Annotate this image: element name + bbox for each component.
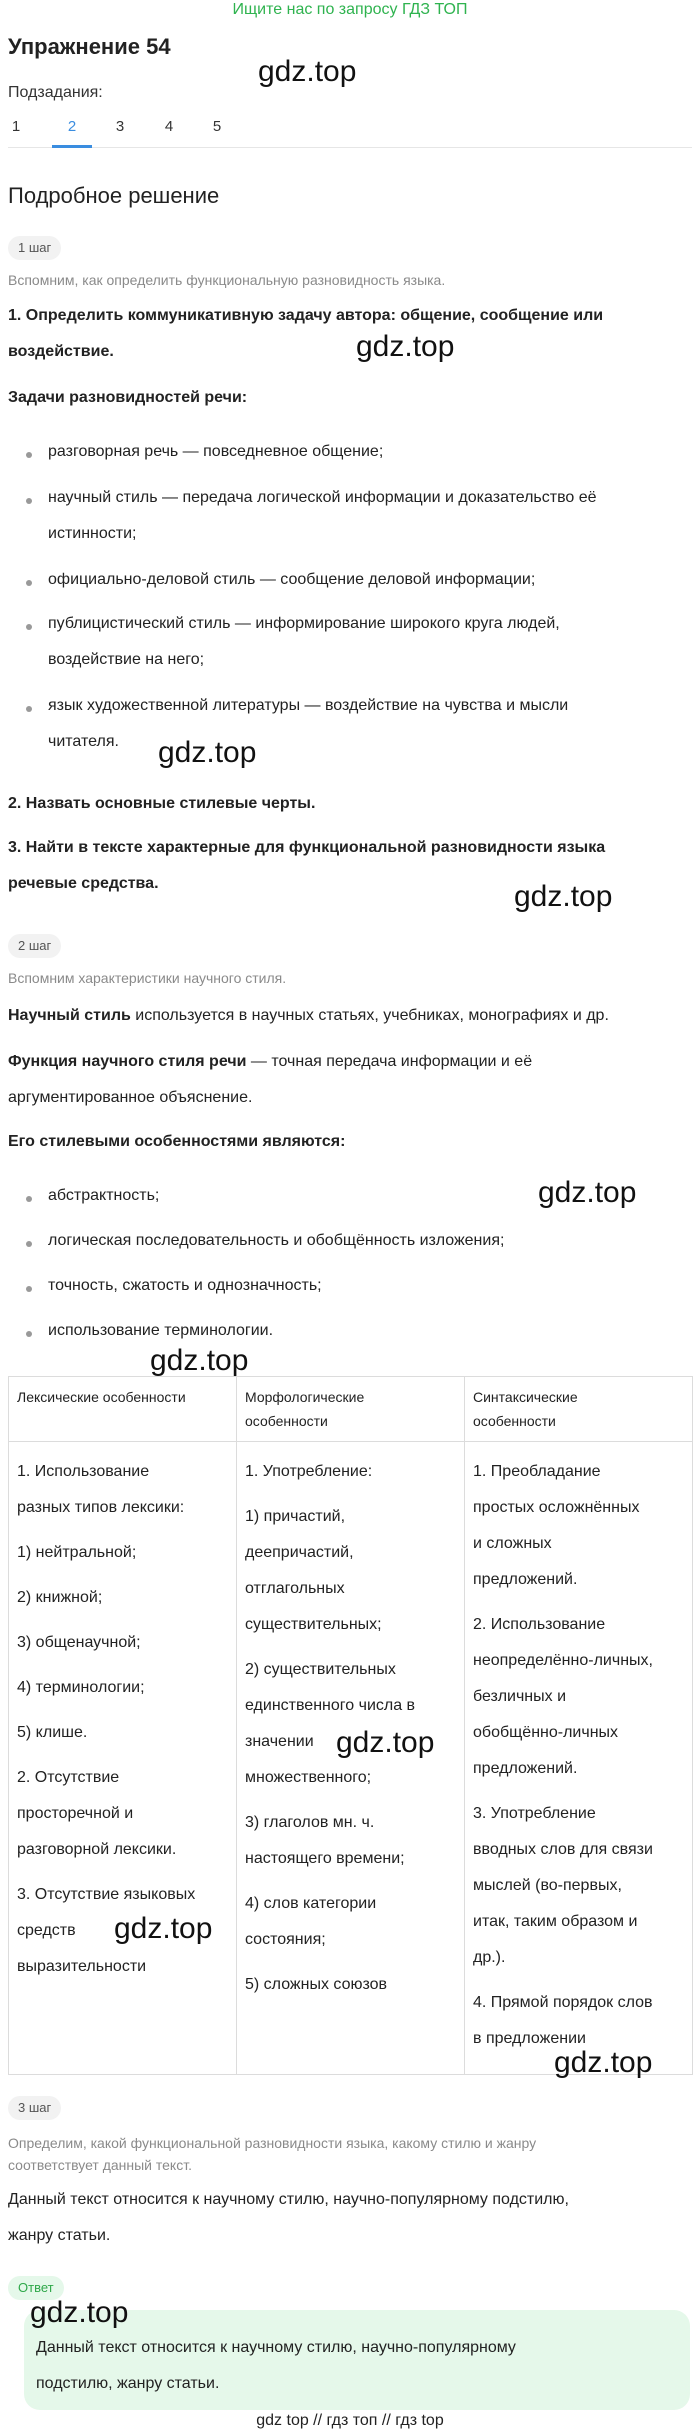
tab-subtask-1[interactable]: 1 xyxy=(11,118,21,135)
step-1-point-1-line-1: 1. Определить коммуникативную задачу автора: общение, сообщение или xyxy=(8,307,604,324)
step-1-badge: 1 шаг xyxy=(8,236,61,260)
watermark: gdz.top xyxy=(258,55,357,88)
step-3-text: Данный текст относится к научному стилю, научно-популярному подстилю, жанру статьи. xyxy=(8,2191,569,2244)
watermark: gdz.top xyxy=(150,1344,249,1377)
task-item-1: разговорная речь — повседневное общение; xyxy=(48,443,384,460)
feature-item-2: логическая последовательность и обобщённость изложения; xyxy=(48,1232,505,1249)
bullet-icon xyxy=(26,1286,32,1292)
tab-subtask-5[interactable]: 5 xyxy=(212,118,222,135)
table-header-row xyxy=(9,1377,693,1442)
step-1-point-1-line-2: воздействие. xyxy=(8,343,114,360)
table-cell-lexical: 1. Использование разных типов лексики: 1) нейтральной; 2) книжной; 3) общенаучной; 4) терминологии; 5) клише. 2. Отсутствие просторечной и разговорной лексики. 3. Отсутствие языковых средств выразительности xyxy=(9,1442,237,2075)
subtasks-label: Подзадания: xyxy=(8,84,103,101)
step-1-point-1 xyxy=(8,298,688,370)
task-item-2: научный стиль — передача логической информации и доказательство её истинности; xyxy=(48,489,597,542)
watermark: gdz.top xyxy=(356,330,455,363)
footer-links: gdz top // гдз топ // гдз top xyxy=(256,2412,444,2429)
tab-subtask-2[interactable]: 2 xyxy=(52,116,92,148)
scientific-style-definition: Научный стиль используется в научных статьях, учебниках, монографиях и др. xyxy=(8,1007,609,1024)
table-cell-syntactic: 1. Преобладание простых осложнённых и сложных предложений. 2. Использование неопределённо-личных, безличных и обобщённо-личных предложений. 3. Употребление вводных слов для связи мыслей (во-первых, итак, таким образом и др.). 4. Прямой порядок слов в предложении xyxy=(465,1442,693,2075)
bullet-icon xyxy=(26,498,32,504)
bullet-icon xyxy=(26,624,32,630)
subtask-tabs xyxy=(8,112,692,148)
watermark: gdz.top xyxy=(554,2046,653,2079)
feature-item-3: точность, сжатость и однозначность; xyxy=(48,1277,322,1294)
step-1-note: Вспомним, как определить функциональную разновидность языка. xyxy=(8,272,446,288)
tasks-heading: Задачи разновидностей речи: xyxy=(8,389,248,406)
watermark: gdz.top xyxy=(114,1912,213,1945)
promo-banner[interactable]: Ищите нас по запросу ГДЗ ТОП xyxy=(232,1,468,18)
footer-link-1[interactable]: gdz top xyxy=(256,2412,309,2429)
features-heading: Его стилевыми особенностями являются: xyxy=(8,1133,346,1150)
watermark: gdz.top xyxy=(538,1176,637,1209)
watermark: gdz.top xyxy=(336,1726,435,1759)
watermark: gdz.top xyxy=(30,2296,129,2329)
step-2-note: Вспомним характеристики научного стиля. xyxy=(8,970,287,986)
bullet-icon xyxy=(26,580,32,586)
scientific-style-function: Функция научного стиля речи — точная передача информации и её аргументированное объяснение. xyxy=(8,1053,533,1106)
answer-text: Данный текст относится к научному стилю, научно-популярному подстилю, жанру статьи. xyxy=(36,2339,516,2392)
watermark: gdz.top xyxy=(514,880,613,913)
step-2-badge: 2 шаг xyxy=(8,934,61,958)
table-header-lexical: Лексические особенности xyxy=(9,1377,237,1442)
step-1-point-2: 2. Назвать основные стилевые черты. xyxy=(8,795,316,812)
page-title: Упражнение 54 xyxy=(8,34,171,59)
footer-link-2[interactable]: гдз топ xyxy=(326,2412,378,2429)
step-3-badge: 3 шаг xyxy=(8,2096,61,2120)
step-3-note: Определим, какой функциональной разновидности языка, какому стилю и жанру соответствует данный текст. xyxy=(8,2135,537,2173)
bullet-icon xyxy=(26,706,32,712)
task-item-3: официально-деловой стиль — сообщение деловой информации; xyxy=(48,571,536,588)
table-header-syntactic: Синтаксические особенности xyxy=(465,1377,693,1442)
answer-badge: Ответ xyxy=(8,2276,64,2300)
bullet-icon xyxy=(26,452,32,458)
tab-subtask-4[interactable]: 4 xyxy=(164,118,174,135)
feature-item-4: использование терминологии. xyxy=(48,1322,274,1339)
bullet-icon xyxy=(26,1241,32,1247)
table-header-morphological: Морфологические особенности xyxy=(237,1377,465,1442)
tab-subtask-3[interactable]: 3 xyxy=(115,118,125,135)
footer-link-3[interactable]: гдз top xyxy=(395,2412,444,2429)
watermark: gdz.top xyxy=(158,736,257,769)
task-item-4: публицистический стиль — информирование широкого круга людей, воздействие на него; xyxy=(48,615,560,668)
feature-item-1: абстрактность; xyxy=(48,1187,160,1204)
bullet-icon xyxy=(26,1331,32,1337)
solution-heading: Подробное решение xyxy=(8,183,220,208)
table-cell-morphological: 1. Употребление: 1) причастий, деепричастий, отглагольных существительных; 2) существительных единственного числа в значении множественного; 3) глаголов мн. ч. настоящего времени; 4) слов категории состояния; 5) сложных союзов xyxy=(237,1442,465,2075)
step-1-point-3: 3. Найти в тексте характерные для функциональной разновидности языка речевые средства. xyxy=(8,839,606,892)
task-item-5: язык художественной литературы — воздействие на чувства и мысли читателя. xyxy=(48,697,569,750)
bullet-icon xyxy=(26,1196,32,1202)
